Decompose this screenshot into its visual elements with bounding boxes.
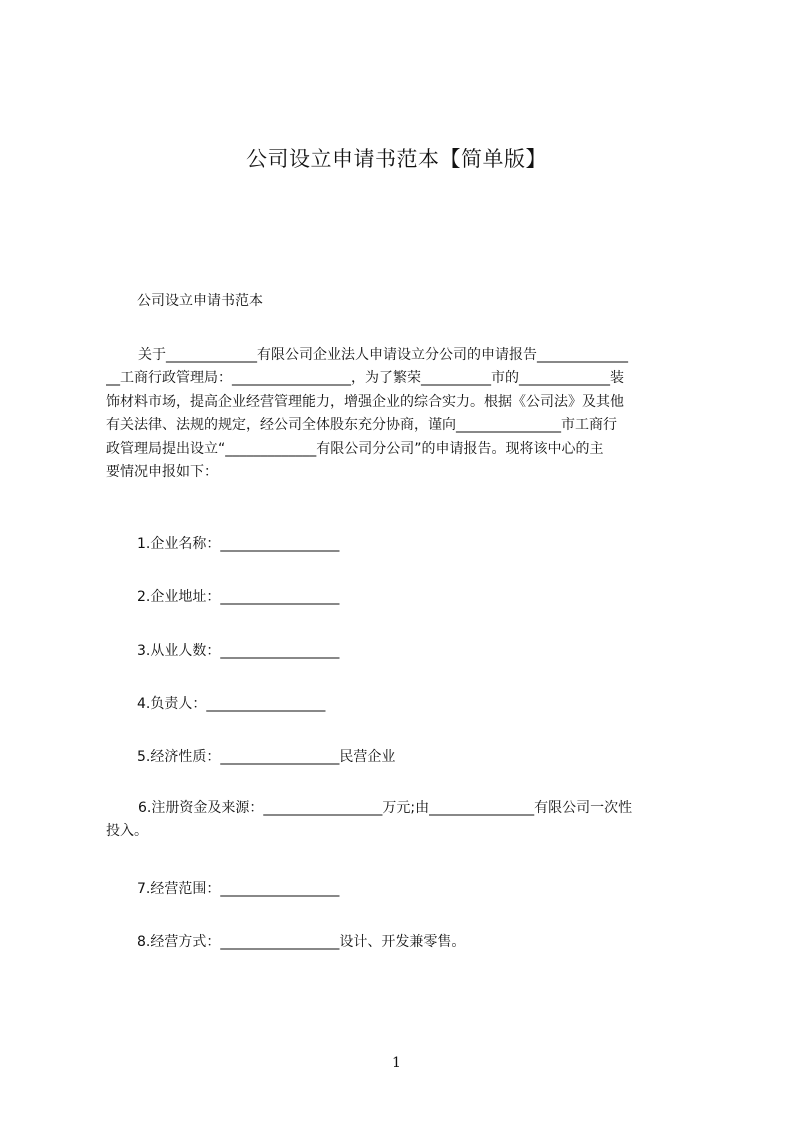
list-item-registered-capital: [106, 797, 708, 844]
paragraph-line: 政管理局提出设立“_____________有限公司分公司”的申请报告。现将该中心的主: [106, 440, 604, 457]
intro-paragraph: [106, 344, 708, 484]
paragraph-line: 要情况申报如下：: [106, 464, 218, 481]
document-title: 公司设立申请书范本【简单版】: [246, 147, 547, 171]
list-item-company-address: 2.企业地址：_________________: [137, 589, 340, 605]
paragraph-line: 有关法律、法规的规定，经公司全体股东充分协商，谨向_______________市工商行: [106, 417, 617, 434]
list-item-economic-nature: 5.经济性质：_________________民营企业: [137, 749, 396, 765]
list-item-company-name: 1.企业名称：_________________: [137, 536, 340, 552]
paragraph-line: 饰材料市场，提高企业经营管理能力，增强企业的综合实力。根据《公司法》及其他: [106, 393, 624, 410]
list-item-business-mode: 8.经营方式：_________________设计、开发兼零售。: [137, 934, 466, 950]
paragraph-line: 关于_____________有限公司企业法人申请设立分公司的申请报告_____________: [138, 347, 628, 363]
list-item-employee-count: 3.从业人数：_________________: [137, 643, 340, 659]
list-item-line: 投入。: [106, 823, 148, 840]
page-number: 1: [392, 1055, 401, 1071]
list-item-responsible-person: 4.负责人：_________________: [137, 696, 326, 712]
list-item-line: 6.注册资金及来源：_________________万元;由_______________有限公司一次性: [138, 800, 633, 816]
section-heading: 公司设立申请书范本: [137, 293, 263, 309]
list-item-business-scope: 7.经营范围：_________________: [137, 881, 340, 897]
paragraph-line: __工商行政管理局：_________________，为了繁荣__________市的_____________装: [106, 370, 624, 387]
